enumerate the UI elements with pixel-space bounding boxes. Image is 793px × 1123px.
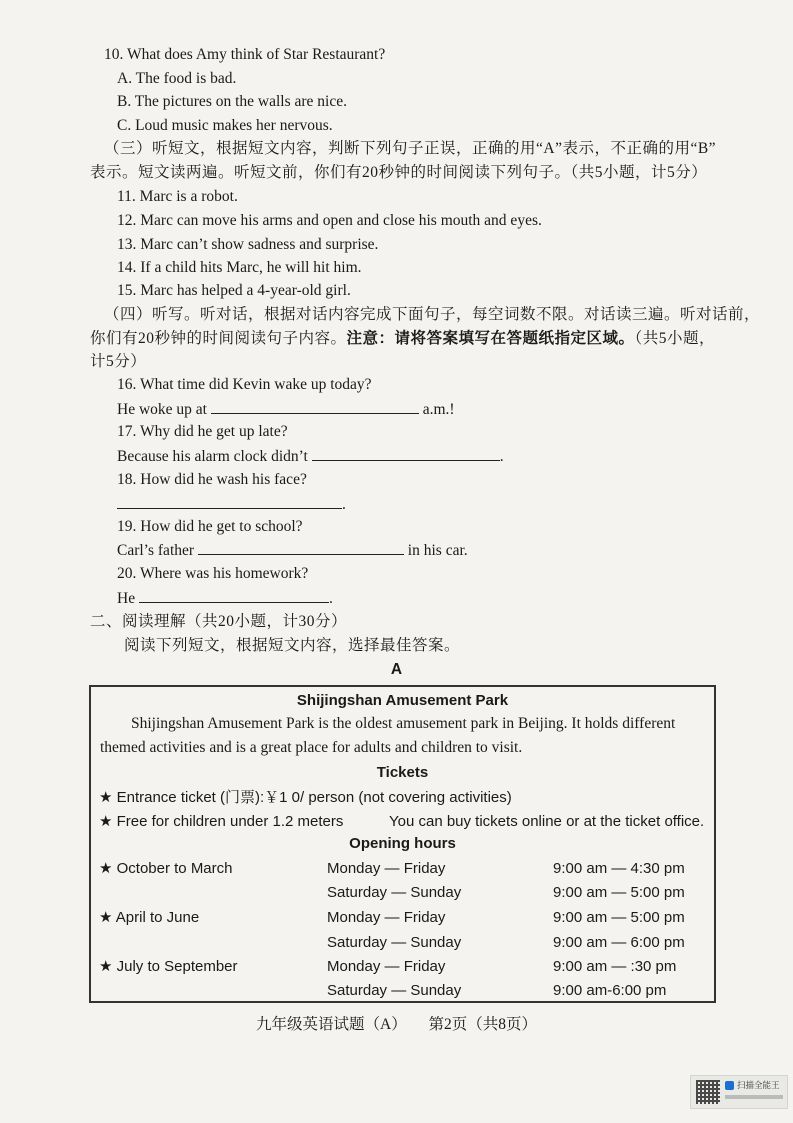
- q17-answer-line: Because his alarm clock didn’t .: [117, 448, 504, 465]
- period-apr-jun: ★ April to June: [99, 909, 200, 926]
- q16-answer-line: He woke up at a.m.!: [117, 401, 455, 418]
- section4-instruction-3: 计5分）: [90, 353, 147, 370]
- tickets-heading: Tickets: [376, 764, 429, 781]
- weekday-label: Monday — Friday: [327, 958, 446, 975]
- q18-answer-line: .: [117, 494, 346, 515]
- section4-instruction-2: 你们有20秒钟的时间阅读句子内容。注意：请将答案填写在答题纸指定区域。（共5小题，: [90, 330, 716, 347]
- q13: 13. Marc can’t show sadness and surprise.: [117, 236, 379, 253]
- passage-label: A: [390, 661, 403, 678]
- weekday-hours: 9:00 am — 5:00 pm: [553, 909, 685, 926]
- q19-stem: 19. How did he get to school?: [117, 518, 303, 535]
- period-jul-sep: ★ July to September: [99, 958, 238, 975]
- period-oct-mar: ★ October to March: [99, 860, 233, 877]
- section4-instruction-1: （四）听写。听对话，根据对话内容完成下面句子，每空词数不限。对话读三遍。听对话前，: [104, 306, 761, 323]
- q12: 12. Marc can move his arms and open and close his mouth and eyes.: [117, 212, 542, 229]
- exam-title: 九年级英语试题（A）: [256, 1016, 407, 1033]
- opening-hours-heading: Opening hours: [349, 835, 456, 852]
- reading-instruction: 阅读下列短文，根据短文内容，选择最佳答案。: [124, 637, 461, 654]
- weekday-hours: 9:00 am — 4:30 pm: [553, 860, 685, 877]
- park-intro-1: Shijingshan Amusement Park is the oldest amusement park in Beijing. It holds different: [131, 715, 676, 732]
- scanner-logo-icon: [725, 1081, 734, 1090]
- q10-option-b: B. The pictures on the walls are nice.: [117, 93, 347, 110]
- ticket-free-children: ★ Free for children under 1.2 meters: [99, 813, 344, 830]
- park-title: Shijingshan Amusement Park: [296, 692, 509, 709]
- section3-instruction-2: 表示。短文读两遍。听短文前，你们有20秒钟的时间阅读下列句子。（共5小题，计5分）: [90, 164, 708, 181]
- weekend-hours: 9:00 am-6:00 pm: [553, 982, 667, 999]
- section3-instruction-1: （三）听短文，根据短文内容，判断下列句子正误，正确的用“A”表示，不正确的用“B”: [104, 140, 717, 157]
- q16-stem: 16. What time did Kevin wake up today?: [117, 376, 372, 393]
- weekday-hours: 9:00 am — :30 pm: [553, 958, 677, 975]
- q14: 14. If a child hits Marc, he will hit him.: [117, 259, 362, 276]
- q20-blank[interactable]: [139, 588, 329, 603]
- page-footer: [0, 1012, 793, 1034]
- weekend-hours: 9:00 am — 5:00 pm: [553, 884, 685, 901]
- q10-option-a: A. The food is bad.: [117, 70, 237, 87]
- q18-stem: 18. How did he wash his face?: [117, 471, 307, 488]
- weekend-hours: 9:00 am — 6:00 pm: [553, 934, 685, 951]
- q17-blank[interactable]: [312, 446, 500, 461]
- weekend-label: Saturday — Sunday: [327, 884, 462, 901]
- q19-blank[interactable]: [198, 540, 404, 555]
- weekday-label: Monday — Friday: [327, 860, 446, 877]
- weekend-label: Saturday — Sunday: [327, 934, 462, 951]
- q10-option-c: C. Loud music makes her nervous.: [117, 117, 333, 134]
- weekend-label: Saturday — Sunday: [327, 982, 462, 999]
- ticket-purchase-note: You can buy tickets online or at the ticket office.: [389, 813, 705, 830]
- park-info-box: [89, 685, 716, 1003]
- scanner-brand: 扫描全能王: [737, 1081, 780, 1091]
- q15: 15. Marc has helped a 4-year-old girl.: [117, 282, 351, 299]
- ticket-entrance: ★ Entrance ticket (门票):￥1 0/ person (not covering activities): [99, 789, 512, 806]
- scanner-subtitle: [725, 1095, 783, 1099]
- q18-blank[interactable]: [117, 494, 342, 509]
- section4-notice: 注意：请将答案填写在答题纸指定区域。: [346, 330, 635, 347]
- q19-answer-line: Carl’s father in his car.: [117, 542, 468, 559]
- q11: 11. Marc is a robot.: [117, 188, 238, 205]
- qr-code-icon: [696, 1080, 720, 1104]
- page-number: 第2页（共8页）: [428, 1016, 537, 1033]
- weekday-label: Monday — Friday: [327, 909, 446, 926]
- q10-stem: 10. What does Amy think of Star Restaurant?: [104, 46, 386, 63]
- park-intro-2: themed activities and is a great place for adults and children to visit.: [100, 739, 523, 756]
- scanner-watermark: [690, 1075, 788, 1109]
- q20-answer-line: He .: [117, 590, 333, 607]
- q17-stem: 17. Why did he get up late?: [117, 423, 288, 440]
- q20-stem: 20. Where was his homework?: [117, 565, 309, 582]
- reading-heading: 二、阅读理解（共20小题，计30分）: [90, 613, 348, 630]
- q16-blank[interactable]: [211, 399, 419, 414]
